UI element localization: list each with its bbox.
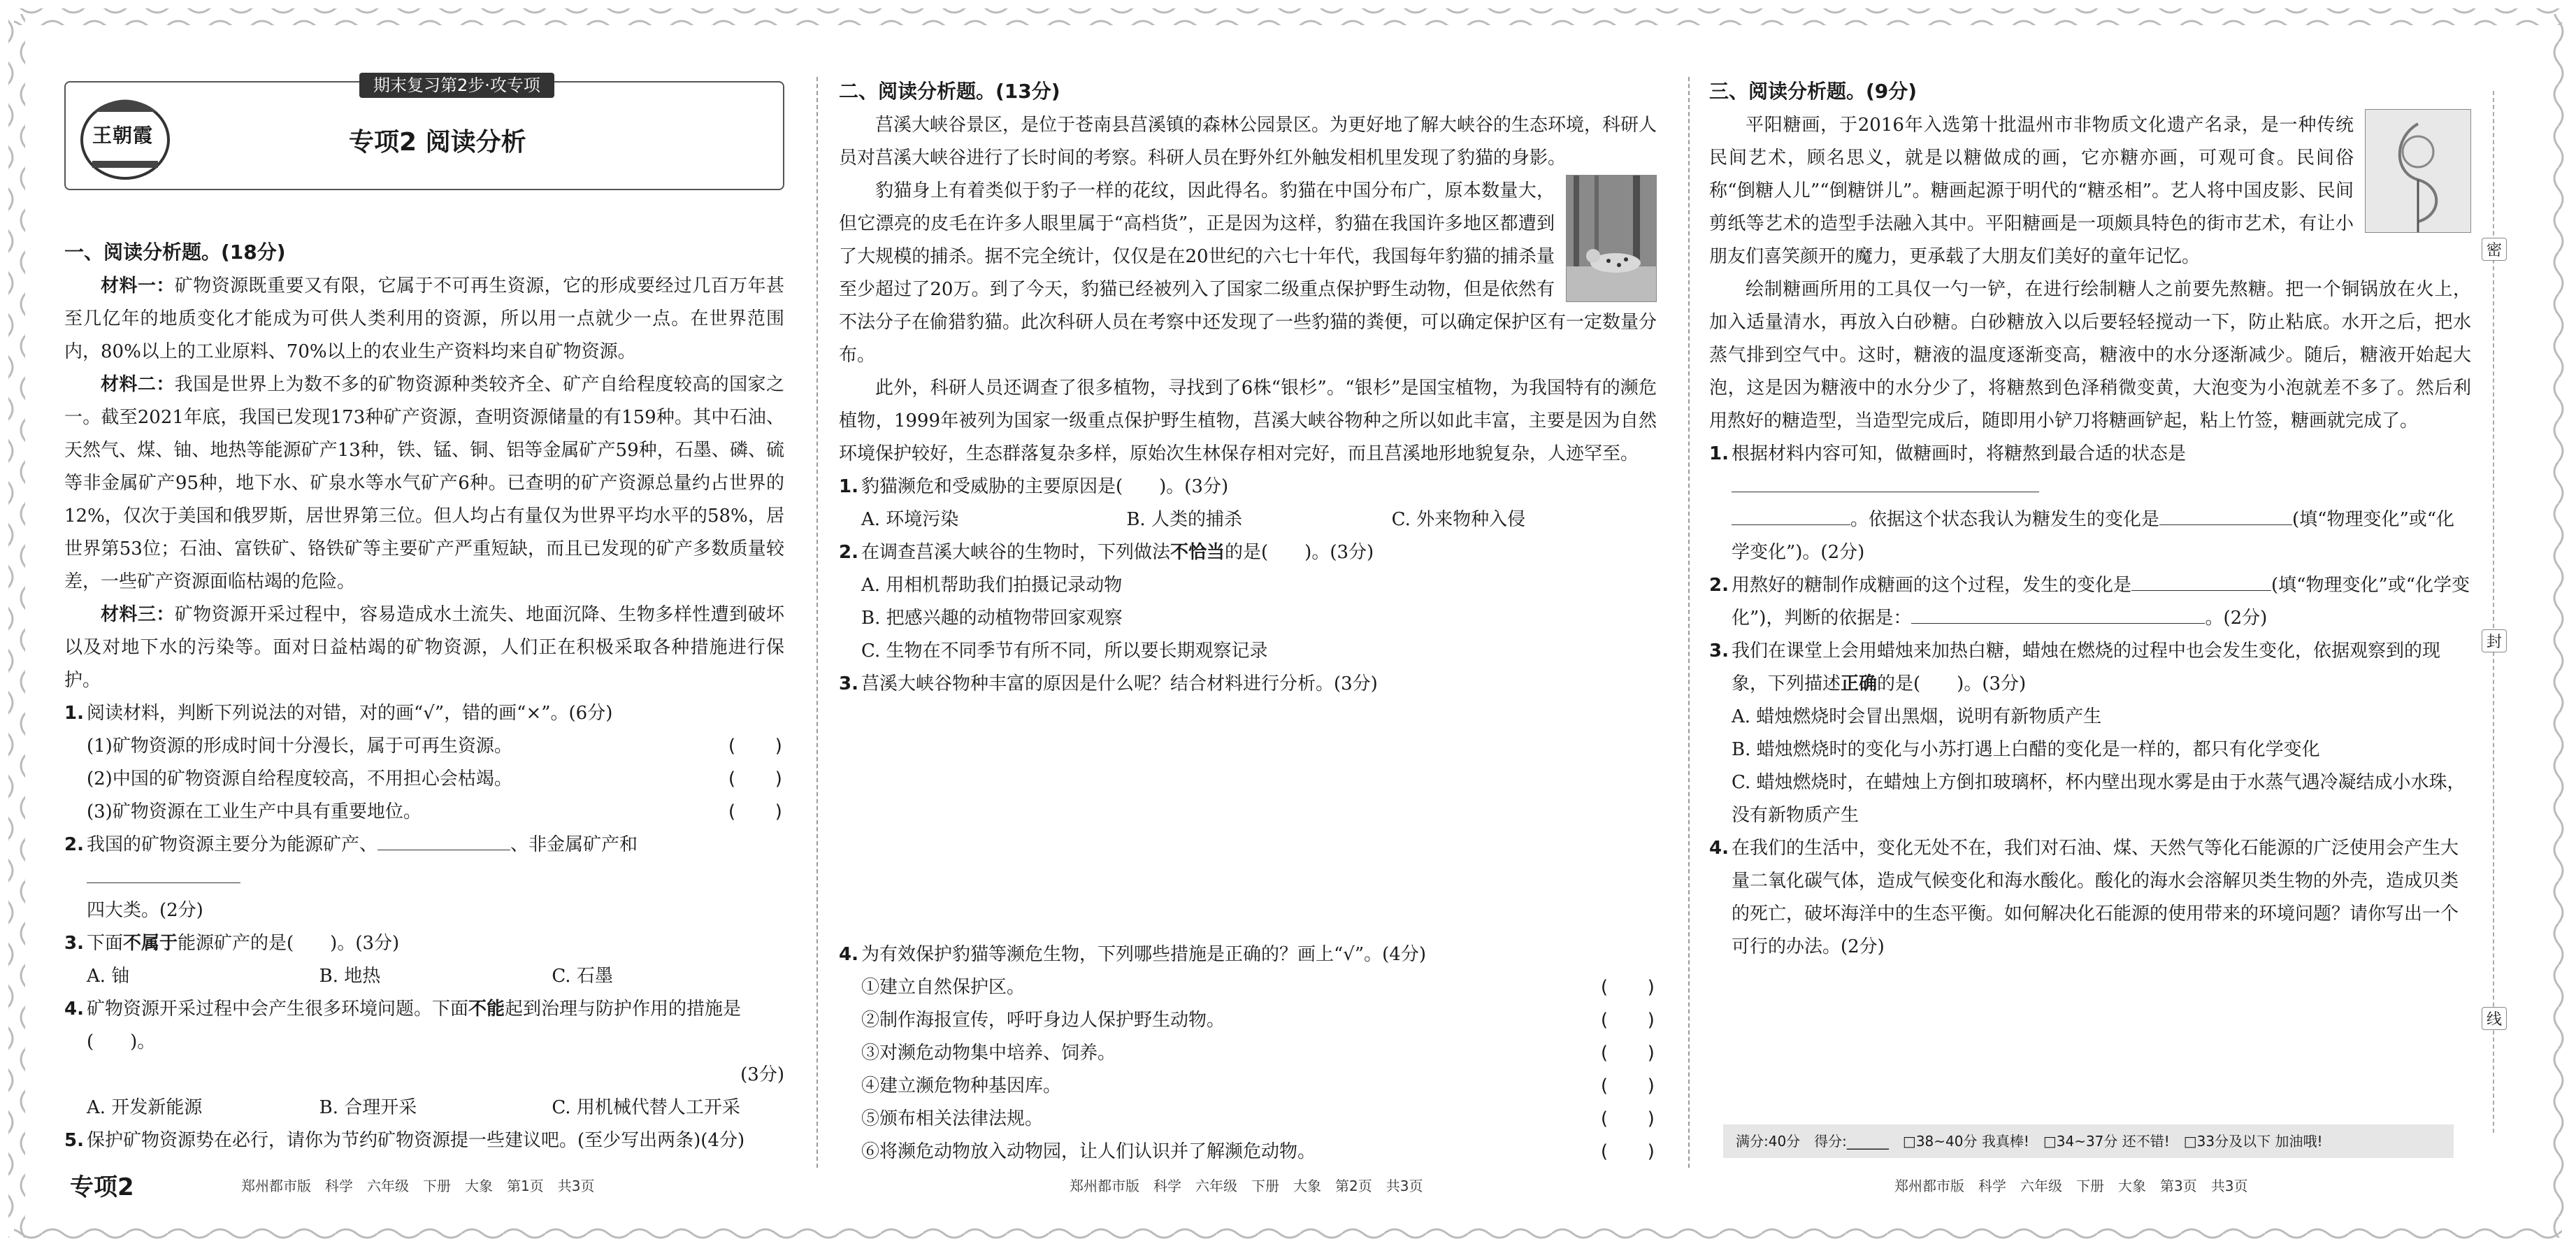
option: C. 生物在不同季节有所不同，所以要长期观察记录 [861,641,1268,662]
answer-parentheses[interactable]: ( ) [1598,1075,1657,1096]
judge-item: (1)矿物资源的形成时间十分漫长，属于可再生资源。 ( ) [87,730,784,763]
answer-parentheses[interactable]: ( ) [1598,977,1657,998]
score-bar: 满分:40分 得分:______ □38~40分 我真棒! □34~37分 还不错! □33分及以下 加油哦! [1723,1124,2454,1158]
page-3 [1709,74,2471,1207]
binding-mark: 线 [2482,1007,2507,1030]
passage-paragraph: 此外，科研人员还调查了很多植物，寻找到了6株“银杉”。“银杉”是国宝植物，为我国特有的濒危植物，1999年被列为国家一级重点保护野生植物，莒溪大峡谷物种之所以如此丰富，主要是因为自然环境保护较好，生态群落复杂多样，原始次生林保存相对完好，而且莒溪地形地貌复杂，人迹罕至。 [839,378,1657,464]
answer-parentheses[interactable]: ( ) [726,736,784,757]
page-2 [839,74,1657,1207]
options: A. 环境污染 B. 人类的捕杀 C. 外来物种入侵 [861,509,1526,530]
options: A. 铀 B. 地热 C. 石墨 [87,966,613,987]
section-title: 一、阅读分析题。(18分) [64,241,286,264]
blank-line[interactable] [377,829,510,850]
section-title: 二、阅读分析题。(13分) [839,80,1060,103]
question-4: 4. 矿物资源开采过程中会产生很多环境问题。下面不能起到治理与防护作用的措施是( )。 (3分) [64,999,784,1085]
question-2: 2. 用熬好的糖制作成糖画的这个过程，发生的变化是 (填“物理变化”或“化学变化”)，判断的依据是： 。(2分) [1709,569,2471,635]
option: A. 蜡烛燃烧时会冒出黑烟，说明有新物质产生 [1732,706,2102,727]
answer-parentheses[interactable]: ( ) [1598,1010,1657,1031]
blank-line[interactable] [1911,602,2205,624]
review-step-tag: 期末复习第2步·攻专项 [359,73,554,98]
blank-line[interactable] [1732,503,1850,525]
leopard-cat-photo [1566,175,1657,302]
page-1 [64,74,784,1207]
page-divider [816,77,818,1168]
question-1: 1. 豹猫濒危和受威胁的主要原因是( )。(3分) [839,476,1229,497]
options: A. 开发新能源 B. 合理开采 C. 用机械代替人工开采 [87,1097,740,1118]
judge-item: (2)中国的矿物资源自给程度较高，不用担心会枯竭。 ( ) [87,763,784,796]
blank-line[interactable] [2159,503,2292,525]
binding-mark: 封 [2482,629,2507,652]
header-banner [64,76,784,190]
measure-item: ⑤颁布相关法律法规。 ( ) [861,1103,1657,1136]
material-2: 材料二：我国是世界上为数不多的矿物资源种类较齐全、矿产自给程度较高的国家之一。截至2021年底，我国已发现173种矿产资源，查明资源储量的有159种。其中石油、天然气、煤、铀、地热等能源矿产13种，铁、锰、铜、铝等金属矿产59种，石墨、磷、硫等非金属矿产95种，地下水、矿泉水等水气矿产6种。已查明的矿产资源总量约占世界的12%，仅次于美国和俄罗斯，居世界第三位。但人均占有量仅为世界平均水平的58%，居世界第53位；石油、富铁矿、铬铁矿等主要矿产严重短缺，而且已发现的矿产多数质量较差，一些矿产资源面临枯竭的危险。 [64,374,784,592]
passage-paragraph: 绘制糖画所用的工具仅一勺一铲，在进行绘制糖人之前要先熬糖。把一个铜锅放在火上，加入适量清水，再放入白砂糖。白砂糖放入以后要轻轻搅动一下，防止粘底。水开之后，把水蒸气排到空气中。这时，糖液的温度逐渐变高，糖液中的水分逐渐减少。随后，糖液开始起大泡，这是因为糖液中的水分少了，将糖熬到色泽稍微变黄，大泡变为小泡就差不多了。然后利用熬好的糖造型，当造型完成后，随即用小铲刀将糖画铲起，粘上竹签，糖画就完成了。 [1709,279,2471,431]
judge-item: (3)矿物资源在工业生产中具有重要地位。 ( ) [87,796,784,829]
blank-line[interactable] [1732,471,2039,492]
section-title: 三、阅读分析题。(9分) [1709,80,1917,103]
answer-parentheses[interactable]: ( ) [726,769,784,789]
page-footer: 郑州都市版 科学 六年级 下册 大象 第3页 共3页 [1894,1178,2248,1194]
page-footer: 郑州都市版 科学 六年级 下册 大象 第1页 共3页 [241,1178,595,1194]
material-1: 材料一：矿物资源既重要又有限，它属于不可再生资源，它的形成要经过几百万年甚至几亿年的地质变化才能成为可供人类利用的资源，所以用一点就少一点。在世界范围内，80%以上的工业原料、70%以上的农业生产资料均来自矿物资源。 [64,276,784,362]
passage-paragraph: 平阳糖画，于2016年入选第十批温州市非物质文化遗产名录，是一种传统民间艺术，顾名思义，就是以糖做成的画，它亦糖亦画，可观可食。民间俗称“倒糖人儿”“倒糖饼儿”。糖画起源于明代的“糖丞相”。艺人将中国皮影、民间剪纸等艺术的造型手法融入其中。平阳糖画是一项颇具特色的街市艺术，有让小朋友们喜笑颜开的魔力，更承载了大朋友们美好的童年记忆。 [1709,115,2354,267]
answer-space[interactable] [839,701,1657,938]
measure-item: ④建立濒危物种基因库。 ( ) [861,1070,1657,1103]
answer-parentheses[interactable]: ( ) [1598,1043,1657,1064]
question-3: 3. 我们在课堂上会用蜡烛来加热白糖，蜡烛在燃烧的过程中也会发生变化，依据观察到的现象，下列描述正确的是( )。(3分) [1709,641,2441,694]
question-2: 2. 我国的矿物资源主要分为能源矿产、 、非金属矿产和 四大类。(2分) [64,829,784,927]
option: C. 蜡烛燃烧时，在蜡烛上方倒扣玻璃杯，杯内壁出现水雾是由于水蒸气遇冷凝结成小水珠，没有新物质产生 [1732,772,2466,826]
page-title: 专项2 阅读分析 [349,128,526,157]
measure-item: ①建立自然保护区。 ( ) [861,971,1657,1004]
page-footer: 郑州都市版 科学 六年级 下册 大象 第2页 共3页 [1070,1178,1423,1194]
question-5: 5. 保护矿物资源势在必行，请你为节约矿物资源提一些建议吧。(至少写出两条)(4分) [64,1130,745,1151]
answer-parentheses[interactable]: ( ) [726,801,784,822]
measure-item: ②制作海报宣传，呼吁身边人保护野生动物。 ( ) [861,1004,1657,1037]
footer-topic-tag: 专项2 [70,1173,134,1201]
logo-text: 王朝霞 [92,124,154,147]
blank-line[interactable] [87,862,240,883]
binding-mark: 密 [2482,238,2507,261]
passage-paragraph: 莒溪大峡谷景区，是位于苍南县莒溪镇的森林公园景区。为更好地了解大峡谷的生态环境，科研人员对莒溪大峡谷进行了长时间的考察。科研人员在野外红外触发相机里发现了豹猫的身影。 [839,115,1657,169]
question-3: 3. 下面不属于能源矿产的是( )。(3分) [64,933,400,954]
passage-paragraph: 豹猫身上有着类似于豹子一样的花纹，因此得名。豹猫在中国分布广，原本数量大，但它漂亮的皮毛在许多人眼里属于“高档货”，正是因为这样，豹猫在我国许多地区都遭到了大规模的捕杀。据不完全统计，仅仅是在20世纪的六七十年代，我国每年豹猫的捕杀量至少超过了20万。到了今天，豹猫已经被列入了国家二级重点保护野生动物，但是依然有不法分子在偷猎豹猫。此次科研人员在考察中还发现了一些豹猫的粪便，可以确定保护区有一定数量分布。 [839,180,1657,366]
page-divider [1688,77,1690,1168]
question-1: 1. 根据材料内容可知，做糖画时，将糖熬到最合适的状态是 。依据这个状态我认为糖发生的变化是 (填“物理变化”或“化学变化”)。(2分) [1709,443,2455,563]
question-1: 1. 阅读材料，判断下列说法的对错，对的画“√”，错的画“×”。(6分) [64,703,613,724]
answer-parentheses[interactable]: ( ) [1598,1141,1657,1162]
question-3: 3. 莒溪大峡谷物种丰富的原因是什么呢？结合材料进行分析。(3分) [839,673,1378,694]
question-2: 2. 在调查莒溪大峡谷的生物时，下列做法不恰当的是( )。(3分) [839,542,1374,563]
question-4: 4. 在我们的生活中，变化无处不在，我们对石油、煤、天然气等化石能源的广泛使用会产生大量二氧化碳气体，造成气候变化和海水酸化。酸化的海水会溶解贝类生物的外壳，造成贝类的死亡，破坏海洋中的生态平衡。如何解决化石能源的使用带来的环境问题？请你写出一个可行的办法。(2分) [1709,838,2459,957]
question-4: 4. 为有效保护豹猫等濒危生物，下列哪些措施是正确的？画上“√”。(4分) [839,944,1426,965]
option: A. 用相机帮助我们拍摄记录动物 [861,575,1123,596]
blank-line[interactable] [2131,569,2271,591]
answer-parentheses[interactable]: ( ) [1598,1108,1657,1129]
measure-item: ③对濒危动物集中培养、饲养。 ( ) [861,1037,1657,1070]
material-3: 材料三：矿物资源开采过程中，容易造成水土流失、地面沉降、生物多样性遭到破坏以及对地下水的污染等。面对日益枯竭的矿物资源，人们正在积极采取各种措施进行保护。 [64,604,784,691]
sugar-painting-photo [2365,109,2471,233]
option: B. 蜡烛燃烧时的变化与小苏打遇上白醋的变化是一样的，都只有化学变化 [1732,739,2320,760]
option: B. 把感兴趣的动植物带回家观察 [861,608,1123,629]
measure-item: ⑥将濒危动物放入动物园，让人们认识并了解濒危动物。 ( ) [861,1136,1657,1168]
